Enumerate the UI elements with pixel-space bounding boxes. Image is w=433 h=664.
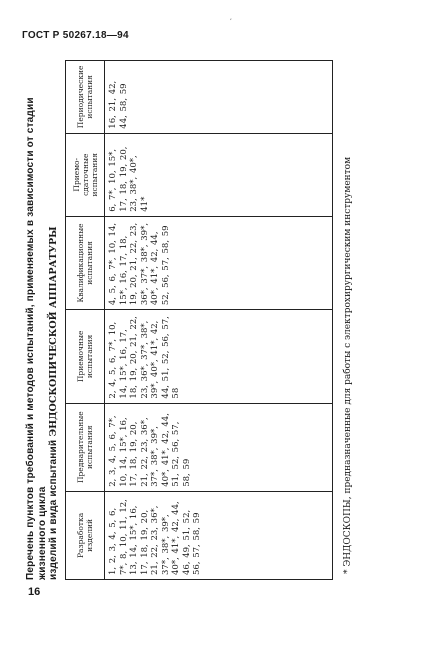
rotated-table-block [25,60,409,580]
header-periodic: Периодические испытания [66,61,105,134]
table-header-row [66,61,105,580]
header-qualification: Квалификационные испытания [66,216,105,309]
cell-qualification: 4, 5, 6, 7*, 10, 14, 15*, 16, 17, 18, 19, 20, 21, 22, 23, 36*, 37*, 38*, 39*, 40*, 41*, 42, 44, 52, 56, 57, 58, 59 [105,216,333,309]
table-row [105,61,333,580]
table-title-line1: Перечень пунктов требований и методов испытаний, применяемых в зависимости от стадии жизненного цикла [25,97,48,580]
header-preliminary: Предварительные испытания [66,403,105,491]
table-footnote: * ЭНДОСКОПЫ, предназначенные для работы с электрохирургическим инструментом [343,156,353,574]
header-acceptance: Приемочные испытания [66,310,105,403]
scan-mark: , [230,14,232,21]
cell-development: 1, 2, 3, 4, 5, 6, 7*, 8, 10, 11, 12, 13, 14, 15*, 16, 17, 18, 19, 20, 21, 22, 23, 36*, 37*, 38*, 39*, 40*, 41*, 42, 44, 46, 49, 51, 52, 56, 57, 58, 59 [105,491,333,579]
cell-acceptance: 2, 4, 5, 6, 7*, 10, 14, 15*, 16, 17, 18, 19, 20, 21, 22, 23, 36*, 37*, 38*, 39*, 40*, 41*, 42, 44, 51, 52, 56, 57, 58 [105,310,333,403]
header-delivery: Приемо-сдаточные испытания [66,133,105,216]
cell-preliminary: 2, 3, 4, 5, 6, 7*, 10, 14, 15*, 16, 17, 18, 19, 20, 21, 22, 23, 36*, 37*, 38*, 39*, 40*, 41*, 42, 44, 51, 52, 56, 57, 58, 59 [105,403,333,491]
requirements-table [65,60,333,580]
table-title-line2-prefix: изделий и вида испытаний [48,439,59,580]
document-code: ГОСТ Р 50267.18—94 [22,30,129,41]
page-number: 16 [28,586,41,598]
table-title-line2-emph: ЭНДОСКОПИЧЕСКОЙ АППАРАТУРЫ [48,226,59,437]
header-development: Разработка изделий [66,491,105,579]
table-title [25,60,60,580]
table-title-line2 [48,60,60,580]
cell-delivery: 6, 7*, 10, 15*, 17, 18, 19, 20, 23, 38*, 40*, 41* [105,133,333,216]
cell-periodic: 16, 21, 42, 44, 58, 59 [105,61,333,134]
